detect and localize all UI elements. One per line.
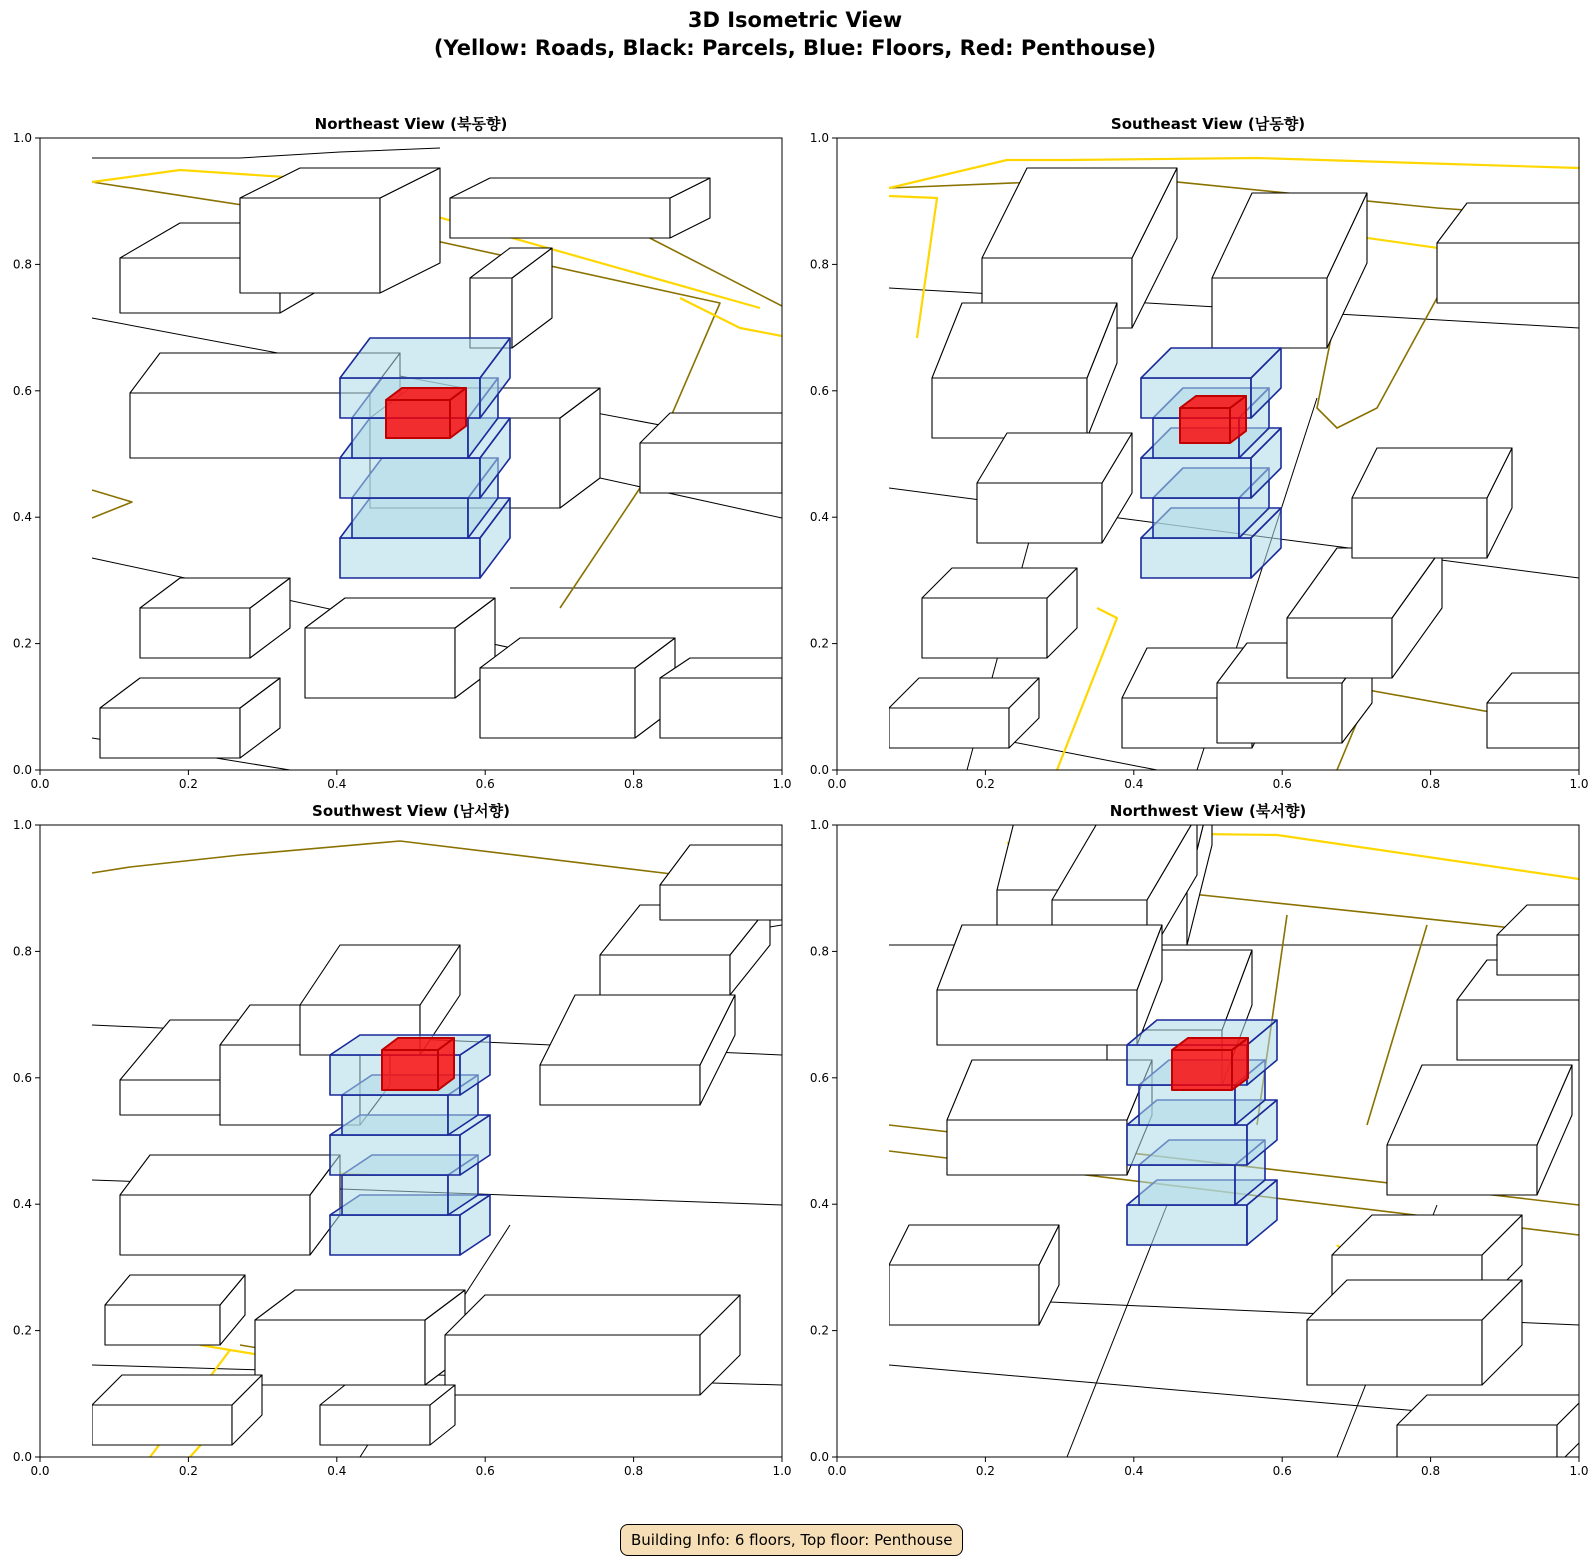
y-tick-label: 0.8 xyxy=(12,944,32,959)
figure-title-line1: 3D Isometric View xyxy=(687,8,903,32)
building-block xyxy=(937,925,1162,1045)
building-block-face-front xyxy=(932,378,1087,438)
building-block-face-front xyxy=(1212,278,1327,348)
building-block xyxy=(922,568,1077,658)
floor-box-face-front xyxy=(352,498,468,538)
building-block-face-front xyxy=(140,608,250,658)
building-block xyxy=(889,678,1039,748)
building-block xyxy=(660,658,812,738)
building-block-face-front xyxy=(540,1065,700,1105)
x-tick-label: 0.0 xyxy=(30,1464,50,1478)
building-block xyxy=(1437,203,1590,303)
building-info-box: Building Info: 6 floors, Top floor: Penthouse xyxy=(620,1524,963,1556)
x-tick-label: 0.2 xyxy=(178,1464,198,1478)
building-block-face-front xyxy=(450,198,670,238)
y-tick-label: 0.4 xyxy=(12,1197,32,1212)
floor-box-face-front xyxy=(340,538,480,578)
panel-3 xyxy=(810,790,1590,1478)
building-block xyxy=(640,413,812,493)
plot-margin-left xyxy=(837,825,889,1457)
building-block-face-side xyxy=(782,413,812,493)
y-tick-label: 0.4 xyxy=(12,510,32,525)
y-tick-label: 0.2 xyxy=(809,636,829,651)
panel-1 xyxy=(810,115,1590,791)
x-tick-label: 0.8 xyxy=(624,1464,644,1478)
building-block xyxy=(480,638,675,738)
building-block-face-top xyxy=(937,925,1162,990)
building-block xyxy=(445,1295,740,1395)
building-block-face-front xyxy=(922,598,1047,658)
y-tick-label: 1.0 xyxy=(12,818,32,832)
x-tick-label: 1.0 xyxy=(772,1464,792,1478)
building-block xyxy=(100,678,280,758)
penthouse-box-face-front xyxy=(386,400,450,438)
y-tick-label: 0.0 xyxy=(809,763,829,777)
penthouse-box xyxy=(1180,396,1246,443)
y-tick-label: 0.0 xyxy=(12,1450,32,1464)
y-tick-label: 1.0 xyxy=(809,818,829,832)
panel-0 xyxy=(13,115,812,791)
building-block-face-front xyxy=(480,668,635,738)
building-block-face-front xyxy=(600,955,730,995)
building-block-face-side xyxy=(1579,960,1590,1060)
y-tick-label: 0.8 xyxy=(809,944,829,959)
floor-box-face-front xyxy=(330,1215,460,1255)
building-block xyxy=(889,1225,1059,1325)
x-tick-label: 0.0 xyxy=(827,777,847,791)
building-block-face-top xyxy=(1397,1395,1587,1425)
building-floors xyxy=(1141,348,1281,578)
x-tick-label: 0.6 xyxy=(1272,777,1292,791)
y-tick-label: 0.2 xyxy=(12,636,32,651)
x-tick-label: 0.6 xyxy=(475,777,495,791)
floor-box-face-front xyxy=(1141,458,1251,498)
building-block-face-front xyxy=(1387,1145,1537,1195)
x-tick-label: 0.4 xyxy=(1124,1464,1144,1478)
y-tick-label: 0.4 xyxy=(809,1197,829,1212)
penthouse-box xyxy=(386,388,466,438)
building-block-face-top xyxy=(445,1295,740,1335)
building-block-face-top xyxy=(947,1060,1152,1120)
building-block-face-front xyxy=(320,1405,430,1445)
building-block-face-front xyxy=(92,1405,232,1445)
building-block-face-front xyxy=(1437,243,1579,303)
panel-title: Southeast View (남동향) xyxy=(1110,115,1306,133)
figure-title-line2: (Yellow: Roads, Black: Parcels, Blue: Floors, Red: Penthouse) xyxy=(433,36,1157,60)
y-tick-label: 0.8 xyxy=(12,257,32,272)
y-tick-label: 1.0 xyxy=(809,131,829,145)
building-block-face-front xyxy=(1487,703,1579,748)
building-block-face-front xyxy=(640,443,782,493)
y-tick-label: 0.6 xyxy=(809,1070,829,1085)
building-block xyxy=(450,178,710,238)
building-block-face-side xyxy=(1579,203,1590,303)
floor-box-face-front xyxy=(1127,1205,1247,1245)
floor-box-face-front xyxy=(330,1135,460,1175)
building-block-face-top xyxy=(105,1275,245,1305)
building-block xyxy=(120,1155,340,1255)
floor-box-face-front xyxy=(340,458,480,498)
y-tick-label: 0.6 xyxy=(809,383,829,398)
x-tick-label: 1.0 xyxy=(1569,1464,1589,1478)
x-tick-label: 0.2 xyxy=(975,1464,995,1478)
building-block xyxy=(255,1290,465,1385)
penthouse-box-face-front xyxy=(382,1050,438,1090)
building-block xyxy=(1387,1065,1572,1195)
building-block-face-top xyxy=(1352,448,1512,498)
building-block xyxy=(660,845,812,920)
x-tick-label: 0.2 xyxy=(178,777,198,791)
building-block xyxy=(1487,673,1590,748)
building-block xyxy=(540,995,735,1105)
building-block-face-side xyxy=(782,658,812,738)
building-block-face-front xyxy=(977,483,1102,543)
building-block-face-front xyxy=(889,708,1009,748)
building-block-face-front xyxy=(1352,498,1487,558)
building-block-face-side xyxy=(1579,673,1590,748)
penthouse-box-face-top xyxy=(386,388,466,400)
building-block xyxy=(1397,1395,1587,1465)
y-tick-label: 0.0 xyxy=(12,763,32,777)
building-block-face-top xyxy=(92,1375,262,1405)
building-block xyxy=(320,1385,455,1445)
floor-box-face-front xyxy=(1139,1165,1235,1205)
penthouse-box-face-front xyxy=(1180,408,1230,443)
building-block-face-front xyxy=(1217,683,1342,743)
x-tick-label: 0.8 xyxy=(624,777,644,791)
building-block-face-front xyxy=(100,708,240,758)
building-block xyxy=(1352,448,1512,558)
y-tick-label: 1.0 xyxy=(12,131,32,145)
building-block xyxy=(240,168,440,293)
building-block-face-front xyxy=(1457,1000,1579,1060)
floor-box-face-front xyxy=(342,1175,448,1215)
x-tick-label: 1.0 xyxy=(772,777,792,791)
building-block xyxy=(305,598,495,698)
x-tick-label: 1.0 xyxy=(1569,777,1589,791)
building-block-face-front xyxy=(255,1320,425,1385)
x-tick-label: 0.6 xyxy=(475,1464,495,1478)
x-tick-label: 0.0 xyxy=(827,1464,847,1478)
building-block-face-front xyxy=(120,1195,310,1255)
plot-margin-left xyxy=(40,825,92,1457)
building-block-face-front xyxy=(130,393,370,458)
x-tick-label: 0.4 xyxy=(327,777,347,791)
building-block-face-top xyxy=(450,178,710,198)
panel-title: Northeast View (북동향) xyxy=(314,115,508,133)
floor-box-face-front xyxy=(1127,1125,1247,1165)
building-block xyxy=(1307,1280,1522,1385)
penthouse-box xyxy=(382,1038,454,1090)
building-block-face-front xyxy=(889,1265,1039,1325)
building-block xyxy=(947,1060,1152,1175)
building-block-face-front xyxy=(1397,1425,1557,1465)
building-block xyxy=(977,433,1132,543)
floor-box-face-front xyxy=(342,1095,448,1135)
plot-margin-left xyxy=(837,138,889,770)
x-tick-label: 0.8 xyxy=(1421,1464,1441,1478)
floor-box-face-front xyxy=(1141,538,1251,578)
building-block-face-top xyxy=(640,413,812,443)
building-block-face-side xyxy=(1579,905,1590,975)
x-tick-label: 0.2 xyxy=(975,777,995,791)
building-block-face-front xyxy=(445,1335,700,1395)
penthouse-box xyxy=(1172,1038,1248,1090)
x-tick-label: 0.4 xyxy=(327,1464,347,1478)
penthouse-box-face-front xyxy=(1172,1050,1232,1090)
y-tick-label: 0.2 xyxy=(809,1323,829,1338)
y-tick-label: 0.0 xyxy=(809,1450,829,1464)
y-tick-label: 0.4 xyxy=(809,510,829,525)
building-block-face-front xyxy=(240,198,380,293)
y-tick-label: 0.2 xyxy=(12,1323,32,1338)
building-block-face-top xyxy=(120,1155,340,1195)
plot-margin-left xyxy=(40,138,92,770)
panel-title: Southwest View (남서향) xyxy=(312,802,510,820)
floor-box-face-top xyxy=(340,338,510,378)
building-floors xyxy=(340,338,510,578)
building-block-face-side xyxy=(782,845,812,920)
x-tick-label: 0.0 xyxy=(30,777,50,791)
building-block-face-top xyxy=(889,1225,1059,1265)
y-tick-label: 0.6 xyxy=(12,383,32,398)
panel-title: Northwest View (북서향) xyxy=(1109,802,1307,820)
panel-2 xyxy=(13,802,812,1478)
building-block xyxy=(932,303,1117,438)
building-block-face-front xyxy=(937,990,1137,1045)
y-tick-label: 0.6 xyxy=(12,1070,32,1085)
building-block xyxy=(105,1275,245,1345)
y-tick-label: 0.8 xyxy=(809,257,829,272)
building-block-face-top xyxy=(540,995,735,1065)
x-tick-label: 0.4 xyxy=(1124,777,1144,791)
building-block-face-front xyxy=(660,678,782,738)
building-block-face-front xyxy=(305,628,455,698)
building-block-face-front xyxy=(660,885,782,920)
x-tick-label: 0.6 xyxy=(1272,1464,1292,1478)
building-block-face-front xyxy=(1307,1320,1482,1385)
building-block-face-top xyxy=(932,303,1117,378)
building-block-face-front xyxy=(1287,618,1392,678)
x-tick-label: 0.8 xyxy=(1421,777,1441,791)
floor-box-face-front xyxy=(1153,498,1239,538)
building-block-face-front xyxy=(105,1305,220,1345)
building-block-face-front xyxy=(947,1120,1127,1175)
building-block-face-front xyxy=(1497,935,1579,975)
building-block xyxy=(92,1375,262,1445)
